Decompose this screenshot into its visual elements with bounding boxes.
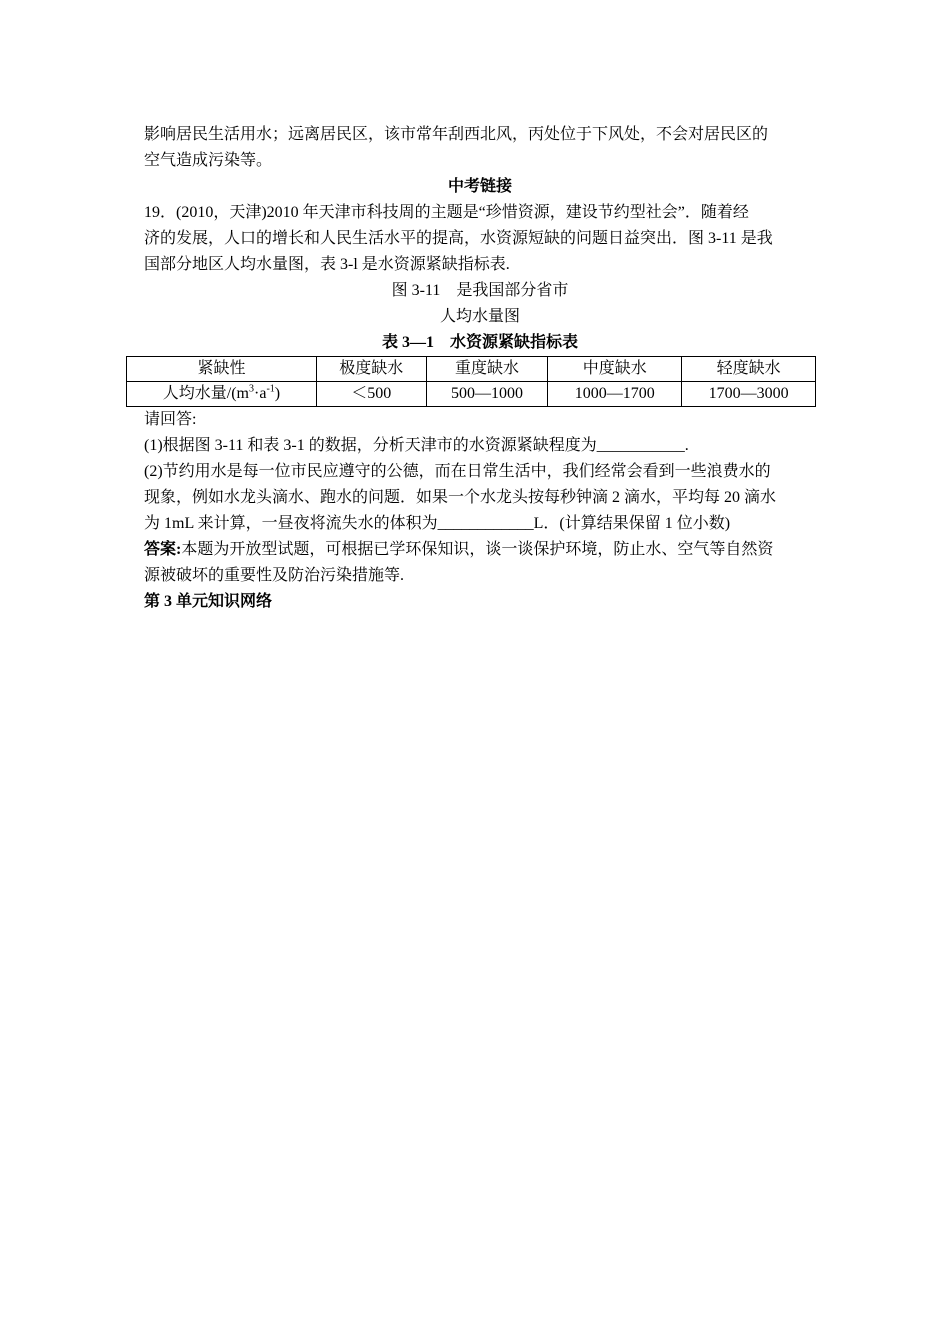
table-title: 表 3—1 水资源紧缺指标表 [381,334,578,351]
intro-line-2: 空气造成污染等。 [144,152,273,169]
table-row [127,382,816,407]
table-header-row [127,357,816,382]
table-header-cell: 紧缺性 [127,357,317,382]
document-page [144,122,816,615]
table-cell: 1000—1700 [548,382,682,407]
table-header-cell: 极度缺水 [316,357,426,382]
answer-label: 答案: [144,541,182,558]
answer-prompt: 请回答: [144,411,197,428]
scarcity-table [126,356,816,407]
question-line-1: 19．(2010，天津)2010 年天津市科技周的主题是“珍惜资源，建设节约型社会”．随着经 [144,204,749,221]
table-cell: ＜500 [316,382,426,407]
sub-question-2-line-3: 为 1mL 来计算，一昼夜将流失水的体积为____________L．(计算结果保留 1 位小数) [144,515,731,532]
sub-question-2-line-1: (2)节约用水是每一位市民应遵守的公德，而在日常生活中，我们经常会看到一些浪费水的 [144,463,771,480]
intro-line-1: 影响居民生活用水；远离居民区，该市常年刮西北风，丙处位于下风处，不会对居民区的 [144,126,769,143]
table-row-label: 人均水量$/(m^3\cdot a^{-1})$ [127,382,317,407]
figure-caption-line-1: 图 3-11 是我国部分省市 [391,282,569,299]
section-heading: 中考链接 [447,178,512,195]
figure-caption-line-2: 人均水量图 [439,308,520,325]
table-header-cell: 轻度缺水 [682,357,816,382]
question-line-3: 国部分地区人均水量图，表 3-l 是水资源紧缺指标表. [144,256,510,273]
unit-heading: 第 3 单元知识网络 [144,593,273,610]
table-header-cell: 重度缺水 [426,357,548,382]
answer-line-1: 答案:本题为开放型试题，可根据已学环保知识，谈一谈保护环境，防止水、空气等自然资 [144,541,774,558]
question-line-2: 济的发展，人口的增长和人民生活水平的提高，水资源短缺的问题日益突出．图 3-11 是我 [144,230,773,247]
sub-question-1: (1)根据图 3-11 和表 3-1 的数据，分析天津市的水资源紧缺程度为___________. [144,437,689,454]
table-cell: 1700—3000 [682,382,816,407]
table-header-cell: 中度缺水 [548,357,682,382]
answer-line-2: 源被破坏的重要性及防治污染措施等. [144,567,405,584]
sub-question-2-line-2: 现象，例如水龙头滴水、跑水的问题．如果一个水龙头按每秒钟滴 2 滴水，平均每 20 滴水 [144,489,777,506]
table-cell: 500—1000 [426,382,548,407]
